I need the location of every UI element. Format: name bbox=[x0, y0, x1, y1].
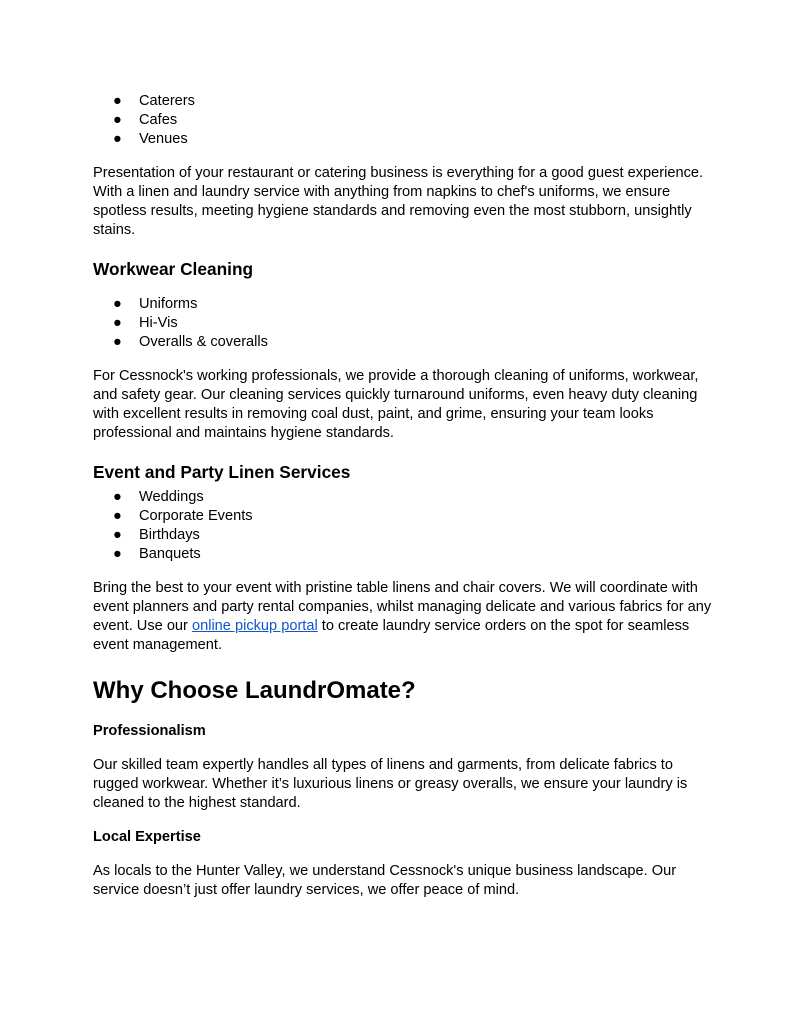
hospitality-paragraph: Presentation of your restaurant or catering business is everything for a good guest experience. With a linen and laundry service with anything from napkins to chef's uniforms, we ensure spotless results, meeting hygiene standards and removing even the most stubborn, unsightly stains. bbox=[93, 165, 704, 238]
online-pickup-portal-link[interactable]: online pickup portal bbox=[191, 618, 318, 634]
workwear-list bbox=[0, 295, 268, 352]
local-expertise-heading: Local Expertise bbox=[93, 829, 201, 845]
bullet-icon: ● bbox=[113, 546, 122, 562]
professionalism-paragraph: Our skilled team expertly handles all types of linens and garments, from delicate fabrics to rugged workwear. Whether it’s luxurious linens or greasy overalls, we ensure your laundry is cleaned to the highest standard. bbox=[93, 757, 688, 811]
list-item: ● Cafes bbox=[113, 112, 178, 128]
list-item: ● Birthdays bbox=[113, 527, 200, 543]
bullet-icon: ● bbox=[113, 527, 122, 543]
bullet-icon: ● bbox=[113, 131, 122, 147]
workwear-heading: Workwear Cleaning bbox=[93, 259, 254, 279]
professionalism-heading: Professionalism bbox=[93, 723, 206, 739]
bullet-icon: ● bbox=[113, 93, 122, 109]
workwear-paragraph: For Cessnock's working professionals, we provide a thorough cleaning of uniforms, workwear, and safety gear. Our cleaning services quickly turnaround uniforms, even heavy duty cleaning with excellent results in removing coal dust, paint, and grime, ensuring your team looks professional and maintains hygiene standards. bbox=[93, 368, 699, 441]
bullet-icon: ● bbox=[113, 112, 122, 128]
why-choose-heading: Why Choose LaundrOmate? bbox=[93, 677, 416, 704]
list-item: ● Corporate Events bbox=[113, 508, 253, 524]
hospitality-list bbox=[0, 92, 195, 149]
list-item: ● Hi-Vis bbox=[113, 315, 178, 331]
event-heading: Event and Party Linen Services bbox=[93, 462, 351, 482]
bullet-icon: ● bbox=[113, 315, 122, 331]
event-list bbox=[0, 488, 253, 564]
event-paragraph: Bring the best to your event with pristine table linens and chair covers. We will coordinate with event planners and party rental companies, whilst managing delicate and various fabrics for any event. Use our online pickup portal to create laundry service orders on the spot for seamless event management. bbox=[93, 580, 712, 653]
local-expertise-paragraph: As locals to the Hunter Valley, we understand Cessnock's unique business landscape. Our service doesn’t just offer laundry services, we offer peace of mind. bbox=[93, 863, 677, 898]
list-item: ● Weddings bbox=[113, 489, 204, 505]
list-item: ● Venues bbox=[113, 131, 188, 147]
bullet-icon: ● bbox=[113, 508, 122, 524]
list-item: ● Overalls & coveralls bbox=[113, 334, 268, 350]
bullet-icon: ● bbox=[113, 296, 122, 312]
bullet-icon: ● bbox=[113, 334, 122, 350]
list-item: ● Caterers bbox=[113, 93, 195, 109]
list-item: ● Banquets bbox=[113, 546, 201, 562]
list-item: ● Uniforms bbox=[113, 296, 198, 312]
bullet-icon: ● bbox=[113, 489, 122, 505]
